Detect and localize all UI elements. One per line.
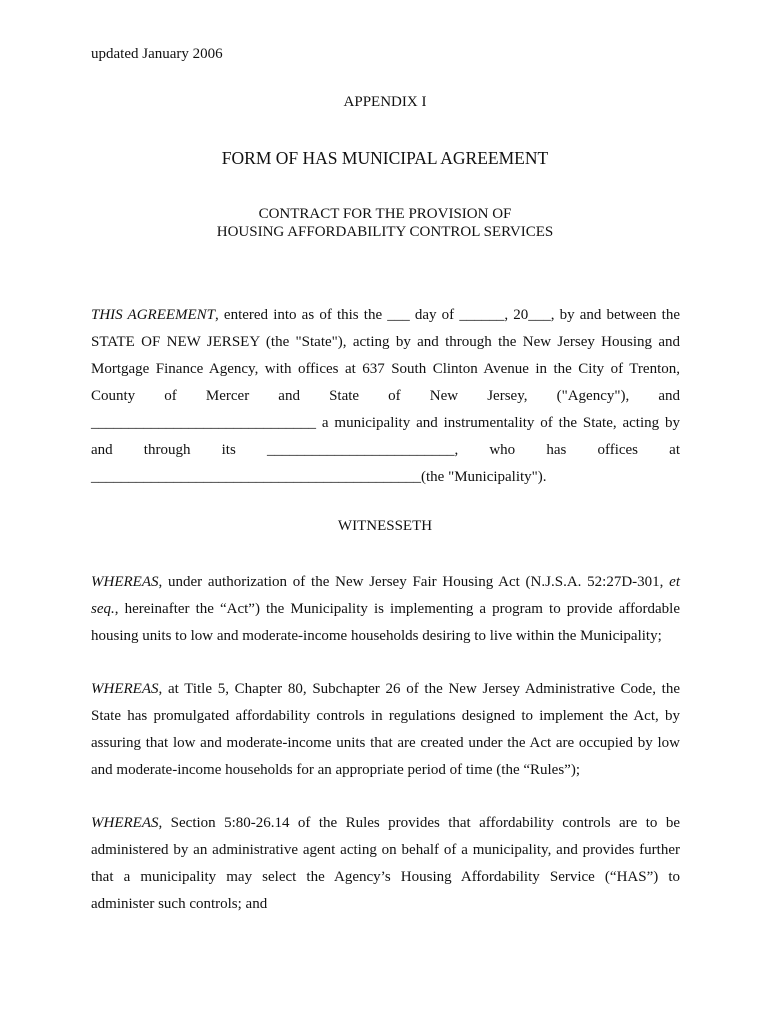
whereas-paragraph-1	[91, 569, 680, 650]
agreement-line-6: and through its _________________________, who has offices at	[91, 442, 680, 458]
whereas1-lead: WHEREAS	[91, 574, 159, 590]
whereas1-line-3: housing units to low and moderate-income households desiring to live within the Municipality;	[91, 628, 662, 644]
whereas1-line-1	[91, 569, 680, 596]
whereas3-line-2: administered by an administrative agent acting on behalf of a municipality, and provides further	[91, 842, 680, 858]
appendix-label: APPENDIX I	[343, 94, 427, 110]
whereas2-line-2: State has promulgated affordability controls in regulations designed to implement the Act, by	[91, 708, 680, 724]
agreement-line-2: STATE OF NEW JERSEY (the "State"), acting by and through the New Jersey Housing and	[91, 334, 680, 350]
whereas1-line-2-text: , hereinafter the “Act”) the Municipality is implementing a program to provide affordable	[114, 601, 680, 617]
whereas1-line-2	[91, 596, 680, 623]
whereas1-line-1-text: , under authorization of the New Jersey Fair Housing Act (N.J.S.A. 52:27D-301,	[158, 574, 664, 590]
whereas3-line-3: that a municipality may select the Agency’s Housing Affordability Service (“HAS”) to	[91, 869, 680, 885]
agreement-line-7: ____________________________________________(the "Municipality").	[91, 469, 547, 485]
whereas2-line-1	[91, 676, 680, 703]
agreement-line-1	[91, 302, 680, 329]
contract-title	[0, 205, 770, 241]
whereas2-line-4: and moderate-income households for an appropriate period of time (the “Rules”);	[91, 762, 580, 778]
agreement-lead: THIS AGREEMENT	[91, 307, 216, 323]
whereas-paragraph-2	[91, 676, 680, 784]
updated-date: updated January 2006	[91, 46, 223, 62]
whereas-paragraph-3	[91, 810, 680, 918]
agreement-paragraph	[91, 302, 680, 491]
form-title: FORM OF HAS MUNICIPAL AGREEMENT	[221, 148, 549, 168]
whereas2-line-1-text: , at Title 5, Chapter 80, Subchapter 26 of the New Jersey Administrative Code, the	[158, 681, 680, 697]
contract-title-line-2: HOUSING AFFORDABILITY CONTROL SERVICES	[216, 224, 554, 240]
contract-title-line-1: CONTRACT FOR THE PROVISION OF	[258, 206, 512, 222]
whereas3-lead: WHEREAS	[91, 815, 159, 831]
whereas3-line-1-text: , Section 5:80-26.14 of the Rules provides that affordability controls are to be	[158, 815, 680, 831]
agreement-line-4: County of Mercer and State of New Jersey, ("Agency"), and	[91, 388, 680, 404]
agreement-line-5: ______________________________ a municipality and instrumentality of the State, acting by	[91, 415, 680, 431]
whereas3-line-1	[91, 810, 680, 837]
agreement-line-3: Mortgage Finance Agency, with offices at 637 South Clinton Avenue in the City of Trenton,	[91, 361, 680, 377]
whereas2-lead: WHEREAS	[91, 681, 159, 697]
agreement-line-1-text: , entered into as of this the ___ day of ______, 20___, by and between the	[215, 307, 680, 323]
witnesseth-heading: WITNESSETH	[337, 518, 433, 534]
whereas1-seq: seq.	[91, 601, 115, 617]
whereas3-line-4: administer such controls; and	[91, 896, 268, 912]
whereas1-et: et	[669, 574, 680, 590]
whereas2-line-3: assuring that low and moderate-income units that are created under the Act are occupied by low	[91, 735, 680, 751]
